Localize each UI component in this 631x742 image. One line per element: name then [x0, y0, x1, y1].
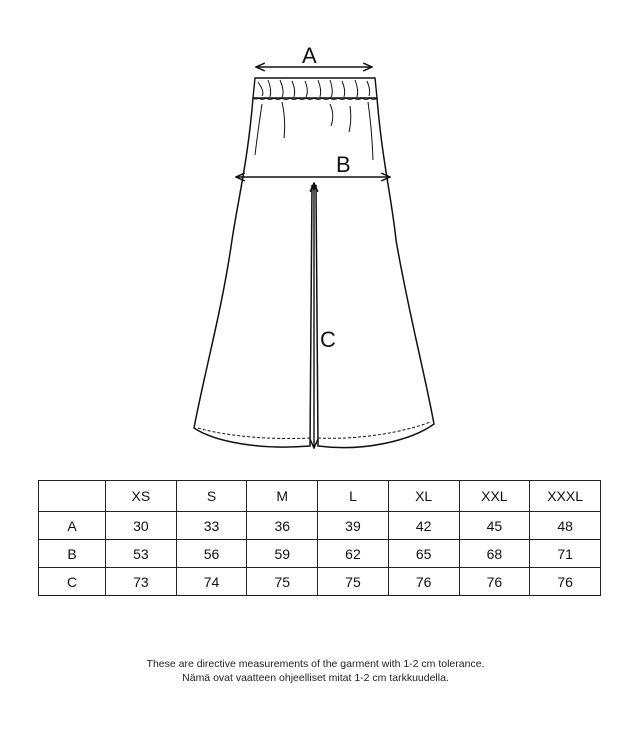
label-c: C [320, 327, 336, 352]
table-header-cell: S [176, 481, 247, 512]
table-cell: 45 [459, 512, 530, 540]
size-table [38, 480, 601, 596]
table-cell: 48 [530, 512, 601, 540]
tolerance-note [0, 657, 631, 685]
table-header-row [39, 481, 601, 512]
table-cell: 73 [106, 568, 177, 596]
table-cell: 39 [318, 512, 389, 540]
table-row [39, 568, 601, 596]
table-header-cell: XXL [459, 481, 530, 512]
note-line-finnish: Nämä ovat vaatteen ohjeelliset mitat 1-2 cm tarkkuudella. [182, 672, 449, 684]
table-cell: 53 [106, 540, 177, 568]
table-header-cell: XXXL [530, 481, 601, 512]
label-a: A [302, 43, 317, 68]
table-cell: 42 [388, 512, 459, 540]
label-b: B [336, 152, 351, 177]
table-header-cell: XS [106, 481, 177, 512]
table-cell: 36 [247, 512, 318, 540]
table-cell: 76 [530, 568, 601, 596]
table-cell: 74 [176, 568, 247, 596]
table-row [39, 540, 601, 568]
table-row [39, 512, 601, 540]
table-header-cell: L [318, 481, 389, 512]
row-label: B [39, 540, 106, 568]
table-cell: 59 [247, 540, 318, 568]
table-cell: 30 [106, 512, 177, 540]
table-cell: 75 [247, 568, 318, 596]
row-label: C [39, 568, 106, 596]
table-cell: 71 [530, 540, 601, 568]
table-cell: 76 [388, 568, 459, 596]
table-header-cell: M [247, 481, 318, 512]
table-cell: 33 [176, 512, 247, 540]
table-header-cell: XL [388, 481, 459, 512]
table-cell: 75 [318, 568, 389, 596]
table-cell: 62 [318, 540, 389, 568]
waistband [253, 78, 377, 100]
table-cell: 56 [176, 540, 247, 568]
table-cell: 65 [388, 540, 459, 568]
table-header-cell [39, 481, 106, 512]
table-cell: 68 [459, 540, 530, 568]
row-label: A [39, 512, 106, 540]
table-cell: 76 [459, 568, 530, 596]
note-line-english: These are directive measurements of the garment with 1-2 cm tolerance. [146, 658, 485, 670]
